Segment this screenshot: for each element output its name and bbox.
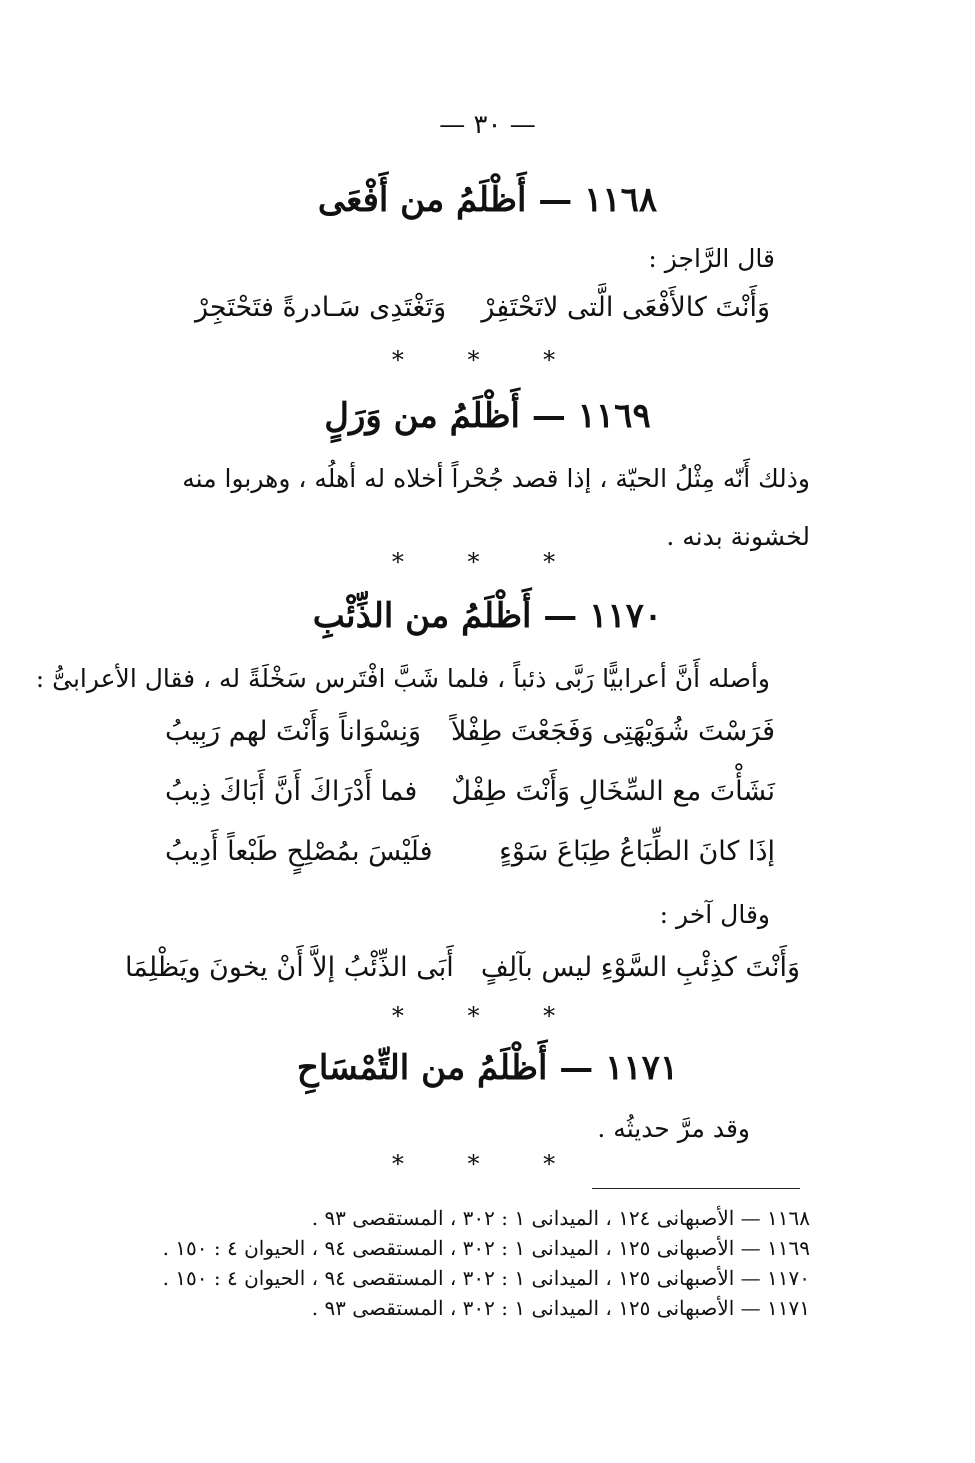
verse-hemistich-second: أَبَى الذِّئْبُ إلاَّ أَنْ يخونَ ويَظْلِمَا xyxy=(125,952,454,983)
entry-1170-text: وأصله أَنَّ أعرابيًّا رَبَّى ذئباً ، فلما شَبَّ افْتَرس سَخْلَةً له ، فقال الأعرابىُّ : xyxy=(35,664,770,693)
page-number: — ٣٠ — xyxy=(439,110,536,140)
footnote-1169: ١١٦٩ — الأصبهانى ١٢٥ ، الميدانى ١ : ٣٠٢ ، المستقصى ٩٤ ، الحيوان ٤ : ١٥٠ . xyxy=(162,1236,810,1260)
footnote-rule xyxy=(592,1188,800,1189)
verse-hemistich-second: وَنِسْوَاناً وَأَنْتَ لهم رَبِيبُ xyxy=(165,716,421,747)
footnote-1171: ١١٧١ — الأصبهانى ١٢٥ ، الميدانى ١ : ٣٠٢ ، المستقصى ٩٣ . xyxy=(311,1296,810,1320)
verse-1170-3 xyxy=(165,836,775,867)
entry-heading-1169: ١١٦٩ — أَظْلَمُ من وَرَلٍ xyxy=(324,396,651,436)
entry-1171-text: وقد مرَّ حديثُه . xyxy=(597,1114,750,1143)
verse-1168 xyxy=(195,292,770,323)
entry-heading-1171: ١١٧١ — أَظْلَمُ من التِّمْسَاحِ xyxy=(296,1048,679,1088)
entry-heading-1170: ١١٧٠ — أَظْلَمُ من الذِّئْبِ xyxy=(312,596,663,636)
entry-1170-intro2: وقال آخر : xyxy=(659,900,770,929)
verse-hemistich-second: فما أَدْرَاكَ أَنَّ أَبَاكَ ذِيبُ xyxy=(165,776,418,807)
verse-hemistich-first: نَشَأْتَ مع السِّخَالِ وَأَنْتَ طِفْلٌ xyxy=(451,776,775,807)
verse-hemistich-first: فَرَسْتَ شُوَيْهَتِى وَفَجَعْتَ طِفْلاً xyxy=(450,716,775,747)
section-separator: * * * xyxy=(391,1002,584,1030)
section-separator: * * * xyxy=(391,1150,584,1178)
verse-1170-4 xyxy=(125,952,800,983)
entry-heading-1168: ١١٦٨ — أَظْلَمُ من أَفْعَى xyxy=(317,180,658,220)
verse-hemistich-second: وَتَغْتَدِى سَـادرةً فتَحْتَجِرْ xyxy=(195,292,447,323)
verse-hemistich-first: إذَا كانَ الطِّبَاعُ طِبَاعَ سَوْءٍ xyxy=(499,836,775,867)
section-separator: * * * xyxy=(391,346,584,374)
entry-1169-text-line2: لخشونة بدنه . xyxy=(666,522,810,551)
verse-1170-2 xyxy=(165,776,775,807)
verse-hemistich-second: فلَيْسَ بمُصْلِحٍ طَبْعاً أَدِيبُ xyxy=(165,836,433,867)
footnote-1170: ١١٧٠ — الأصبهانى ١٢٥ ، الميدانى ١ : ٣٠٢ ، المستقصى ٩٤ ، الحيوان ٤ : ١٥٠ . xyxy=(162,1266,810,1290)
section-separator: * * * xyxy=(391,548,584,576)
footnote-1168: ١١٦٨ — الأصبهانى ١٢٤ ، الميدانى ١ : ٣٠٢ ، المستقصى ٩٣ . xyxy=(311,1206,810,1230)
verse-hemistich-first: وَأَنْتَ كالأَفْعَى الَّتى لاتَحْتَفِرْ xyxy=(481,292,770,323)
entry-1169-text-line1: وذلك أَنّه مِثْلُ الحيّة ، إذا قصد جُحْراً أخلاه له أهلُه ، وهربوا منه xyxy=(182,464,810,493)
verse-1170-1 xyxy=(165,716,775,747)
entry-1168-intro: قال الرَّاجز : xyxy=(648,244,775,273)
verse-hemistich-first: وَأَنْتَ كذِئْبِ السَّوْءِ ليس بآلِفٍ xyxy=(480,952,800,983)
